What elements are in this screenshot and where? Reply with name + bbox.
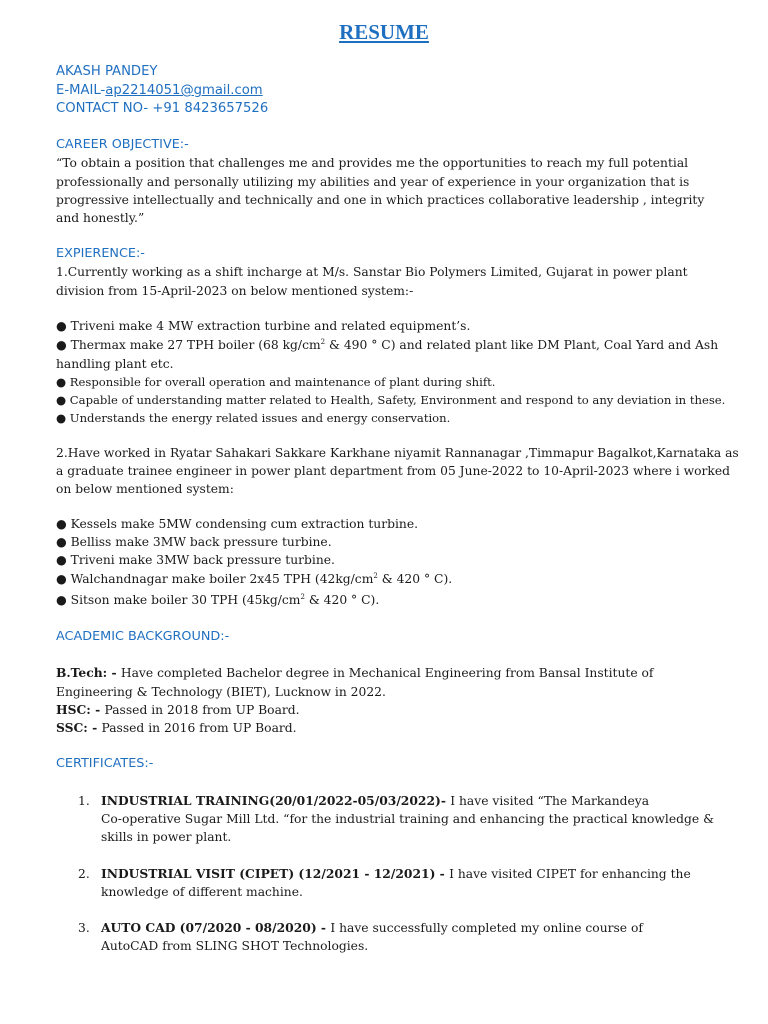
certificate-number: 1. [78, 794, 90, 808]
job2-bullet: ● Belliss make 3MW back pressure turbine. [56, 535, 332, 549]
career-objective-heading: CAREER OBJECTIVE:- [56, 137, 189, 152]
certificate-text: Co-operative Sugar Mill Ltd. “for the industrial training and enhancing the practical knowledge & [101, 812, 715, 826]
job1-bullet-continued: handling plant etc. [56, 357, 174, 371]
objective-line: “To obtain a position that challenges me and provides me the opportunities to reach my full potential [56, 156, 689, 170]
job1-bullet: ● Triveni make 4 MW extraction turbine and related equipment’s. [56, 319, 471, 333]
job2-intro: 2.Have worked in Ryatar Sahakari Sakkare Karkhane niyamit Rannanagar ,Timmapur Bagalkot,Karnataka as [56, 446, 739, 460]
ssc-line: SSC: - Passed in 2016 from UP Board. [56, 720, 297, 735]
job1-bullet: ● Thermax make 27 TPH boiler (68 $kg/cm^2$ & 490 ° C) and related plant like DM Plant, Coal Yard and Ash [56, 337, 719, 352]
certificate-text: knowledge of different machine. [101, 885, 303, 899]
job1-bullet: ● Understands the energy related issues and energy conservation. [56, 411, 451, 425]
certificate-text: skills in power plant. [101, 830, 232, 844]
job1-bullet: ● Capable of understanding matter related to Health, Safety, Environment and respond to any deviation in these. [56, 393, 726, 407]
job2-intro: a graduate trainee engineer in power plant department from 05 June-2022 to 10-April-2023 where i worked [56, 464, 731, 478]
job1-intro: division from 15-April-2023 on below mentioned system:- [56, 284, 414, 298]
experience-heading: EXPIERENCE:- [56, 246, 145, 261]
job2-intro: on below mentioned system: [56, 482, 234, 496]
page-title: RESUME [339, 20, 429, 44]
objective-line: and honestly.” [56, 211, 145, 225]
job1-intro: 1.Currently working as a shift incharge at M/s. Sanstar Bio Polymers Limited, Gujarat in power plant [56, 265, 688, 279]
certificate-text: AutoCAD from SLING SHOT Technologies. [101, 939, 369, 953]
certificate-item: INDUSTRIAL TRAINING(20/01/2022-05/03/2022)- I have visited “The Markandeya [101, 793, 650, 808]
contact-number: CONTACT NO- +91 8423657526 [56, 101, 269, 116]
certificate-item: INDUSTRIAL VISIT (CIPET) (12/2021 - 12/2021) - I have visited CIPET for enhancing the [101, 866, 691, 881]
email-label: E-MAIL- [56, 83, 106, 98]
objective-line: professionally and personally utilizing my abilities and year of experience in your organization that is [56, 175, 690, 189]
academic-heading: ACADEMIC BACKGROUND:- [56, 629, 230, 644]
certificate-number: 2. [78, 867, 90, 881]
objective-line: progressive intellectually and technically and one in which practices collaborative leadership , integrity [56, 193, 705, 207]
job2-bullet: ● Walchandnagar make boiler 2x45 TPH ($42kg/cm^2$ & 420 ° C). [56, 571, 453, 586]
email-link[interactable]: ap2214051@gmail.com [105, 83, 263, 98]
certificates-heading: CERTIFICATES:- [56, 756, 154, 771]
job2-bullet: ● Triveni make 3MW back pressure turbine. [56, 553, 335, 567]
hsc-line: HSC: - Passed in 2018 from UP Board. [56, 702, 300, 717]
candidate-name: AKASH PANDEY [56, 64, 158, 79]
certificate-number: 3. [78, 921, 90, 935]
btech-line: B.Tech: - Have completed Bachelor degree in Mechanical Engineering from Bansal Institute of [56, 665, 654, 680]
email-line [56, 82, 736, 100]
job1-bullet: ● Responsible for overall operation and maintenance of plant during shift. [56, 375, 496, 389]
job2-bullet: ● Kessels make 5MW condensing cum extraction turbine. [56, 517, 419, 531]
job2-bullet: ● Sitson make boiler 30 TPH ($45kg/cm^2$ & 420 ° C). [56, 592, 380, 607]
certificate-item: AUTO CAD (07/2020 - 08/2020) - I have successfully completed my online course of [101, 920, 643, 935]
btech-line-continued: Engineering & Technology (BIET), Lucknow in 2022. [56, 685, 386, 699]
